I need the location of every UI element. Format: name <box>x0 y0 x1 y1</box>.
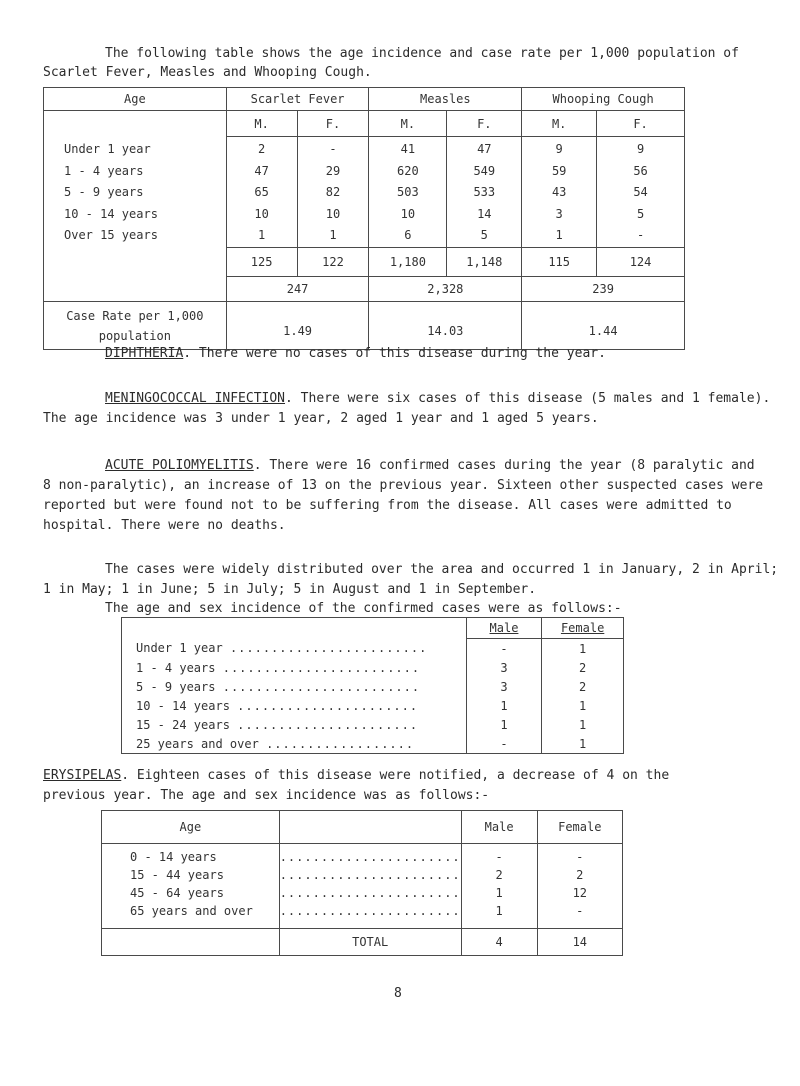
male-cell: 1 <box>461 884 537 902</box>
ms-m-header: M. <box>369 111 447 137</box>
cell: 1 <box>555 228 563 242</box>
total-label: TOTAL <box>279 929 461 956</box>
sf-case-rate: 1.49 <box>226 302 369 350</box>
age-labels <box>44 111 227 302</box>
polio-text: . There were 16 confirmed cases during the year (8 paralytic and <box>253 458 755 473</box>
ms-m-subtotal: 1,180 <box>369 248 447 277</box>
total-female: 14 <box>537 929 622 956</box>
cell: 2 <box>258 142 266 156</box>
sf-m-subtotal: 125 <box>226 248 297 277</box>
cell: 47 <box>477 142 492 156</box>
male-cell: 1 <box>466 696 542 715</box>
cell: 5 <box>636 206 645 221</box>
age-label: Under 1 year <box>64 142 151 156</box>
female-cell: 1 <box>542 639 624 659</box>
cell: 10 <box>254 206 269 221</box>
table-row <box>122 696 467 715</box>
cell: 1 <box>329 228 337 242</box>
polio-female-header <box>542 618 624 639</box>
female-cell: 1 <box>542 734 624 754</box>
wc-case-rate: 1.44 <box>522 302 685 350</box>
female-cell: - <box>537 844 622 867</box>
distribution-line-2: 1 in May; 1 in June; 5 in July; 5 in August and 1 in September. <box>43 582 537 597</box>
polio-line-2: 8 non-paralytic), an increase of 13 on the previous year. Sixteen other suspected cases were <box>43 478 764 493</box>
cell: 620 <box>397 163 419 178</box>
cell: 14 <box>477 206 492 221</box>
erysipelas-text: . Eighteen cases of this disease were notified, a decrease of 4 on the <box>121 768 670 783</box>
cell: - <box>329 142 337 156</box>
row-label: 1 - 4 years <box>136 660 216 675</box>
age-label: 1 - 4 years <box>64 163 144 178</box>
cell: 533 <box>473 185 496 199</box>
polio-table-intro: The age and sex incidence of the confirmed cases were as follows:- <box>105 601 622 616</box>
erysipelas-age-header: Age <box>102 811 280 844</box>
male-cell: 1 <box>461 902 537 929</box>
total-male: 4 <box>461 929 537 956</box>
row-label: 5 - 9 years <box>136 679 216 694</box>
cell: 47 <box>254 163 269 178</box>
polio-blank-header <box>122 618 467 639</box>
female-cell: 12 <box>537 884 622 902</box>
wc-f-subtotal: 124 <box>597 248 685 277</box>
cell: 65 <box>254 185 269 199</box>
cell: 43 <box>551 185 567 199</box>
cell: 10 <box>400 206 416 221</box>
meningococcal-line-1 <box>105 389 770 408</box>
sf-m-values <box>226 137 297 248</box>
table-row <box>122 734 467 754</box>
male-cell: - <box>466 734 542 754</box>
incidence-table <box>43 87 685 350</box>
leader-dots: ...................... <box>279 886 461 900</box>
male-cell: - <box>466 639 542 659</box>
cell: 5 <box>480 228 488 242</box>
male-header-text: Male <box>489 621 519 635</box>
table-row <box>122 639 467 659</box>
cell: 503 <box>397 185 419 199</box>
cell: 10 <box>325 206 341 221</box>
ms-m-values <box>369 137 447 248</box>
leader-dots: ........................ <box>229 641 428 656</box>
polio-line-4: hospital. There were no deaths. <box>43 518 286 533</box>
polio-heading: ACUTE POLIOMYELITIS <box>105 458 254 473</box>
leader-dots: ...................... <box>237 717 419 732</box>
male-cell: 3 <box>466 658 542 677</box>
table-row <box>122 715 467 734</box>
male-cell: 2 <box>461 866 537 884</box>
erysipelas-line-2: previous year. The age and sex incidence was as follows:- <box>43 788 490 803</box>
scarlet-fever-header: Scarlet Fever <box>226 88 369 111</box>
wc-total: 239 <box>522 277 685 302</box>
female-cell: 2 <box>542 677 624 696</box>
age-label: 10 - 14 years <box>64 206 158 221</box>
erysipelas-male-header: Male <box>461 811 537 844</box>
table-row <box>122 658 467 677</box>
erysipelas-blank-header <box>279 811 461 844</box>
row-label: 10 - 14 years <box>136 698 230 713</box>
cell: 9 <box>555 142 563 156</box>
wc-f-header: F. <box>597 111 685 137</box>
age-label: Over 15 years <box>64 228 158 242</box>
row-label: 45 - 64 years <box>102 884 280 902</box>
whooping-cough-header: Whooping Cough <box>522 88 685 111</box>
measles-header: Measles <box>369 88 522 111</box>
leader-dots: ...................... <box>279 868 461 882</box>
sf-f-header: F. <box>297 111 369 137</box>
age-header: Age <box>44 88 227 111</box>
diphtheria-heading: DIPHTHERIA <box>105 346 184 361</box>
erysipelas-line-1 <box>43 766 669 785</box>
case-rate-label-line: population <box>98 328 171 343</box>
polio-age-sex-table <box>121 617 624 754</box>
diphtheria-paragraph <box>105 344 606 363</box>
erysipelas-female-header: Female <box>537 811 622 844</box>
male-cell: 1 <box>466 715 542 734</box>
case-rate-label <box>44 302 227 350</box>
row-label: 25 years and over <box>136 736 259 751</box>
leader-dots: .................. <box>266 736 415 751</box>
female-cell: 2 <box>537 866 622 884</box>
leader-dots: ...................... <box>279 902 461 929</box>
meningococcal-line-2: The age incidence was 3 under 1 year, 2 aged 1 year and 1 aged 5 years. <box>43 411 599 426</box>
sf-f-values <box>297 137 369 248</box>
polio-line-3: reported but were found not to be suffering from the disease. All cases were admitted to <box>43 498 732 513</box>
meningococcal-text: . There were six cases of this disease (5 males and 1 female). <box>285 391 771 406</box>
female-cell: 1 <box>542 696 624 715</box>
cell: - <box>636 228 645 242</box>
ms-f-values <box>447 137 522 248</box>
case-rate-label-line: Case Rate per 1,000 <box>66 308 204 323</box>
intro-paragraph: The following table shows the age incidence and case rate per 1,000 population of Scarlet Fever, Measles and Whooping Cough. <box>43 46 739 80</box>
cell: 549 <box>473 163 496 178</box>
polio-male-header <box>466 618 542 639</box>
leader-dots: ...................... <box>279 844 461 867</box>
male-cell: 3 <box>466 677 542 696</box>
cell: 54 <box>633 185 648 199</box>
ms-total: 2,328 <box>369 277 522 302</box>
cell: 3 <box>555 206 563 221</box>
polio-line-1 <box>105 456 755 475</box>
table-row <box>122 677 467 696</box>
distribution-line-1: The cases were widely distributed over the area and occurred 1 in January, 2 in April; <box>105 562 779 577</box>
cell: 41 <box>400 142 416 156</box>
male-cell: - <box>461 844 537 867</box>
erysipelas-heading: ERYSIPELAS <box>43 768 122 783</box>
wc-m-subtotal: 115 <box>522 248 597 277</box>
cell: 59 <box>551 163 567 178</box>
wc-m-header: M. <box>522 111 597 137</box>
female-header-text: Female <box>560 621 605 635</box>
row-label: 15 - 24 years <box>136 717 230 732</box>
wc-m-values <box>522 137 597 248</box>
ms-f-header: F. <box>447 111 522 137</box>
row-label: 15 - 44 years <box>102 866 280 884</box>
female-cell: 1 <box>542 715 624 734</box>
female-cell: 2 <box>542 658 624 677</box>
diphtheria-text: . There were no cases of this disease during the year. <box>183 346 606 361</box>
row-label: 65 years and over <box>102 902 280 929</box>
female-cell: - <box>537 902 622 929</box>
ms-f-subtotal: 1,148 <box>447 248 522 277</box>
page-number: 8 <box>394 986 402 1001</box>
age-label: 5 - 9 years <box>64 185 144 199</box>
cell: 56 <box>633 163 648 178</box>
total-blank <box>102 929 280 956</box>
meningococcal-heading: MENINGOCOCCAL INFECTION <box>105 391 286 406</box>
sf-total: 247 <box>226 277 369 302</box>
cell: 29 <box>325 163 341 178</box>
row-label: Under 1 year <box>136 641 223 656</box>
cell: 1 <box>258 228 266 242</box>
sf-f-subtotal: 122 <box>297 248 369 277</box>
sf-m-header: M. <box>226 111 297 137</box>
cell: 6 <box>404 228 412 242</box>
cell: 9 <box>636 142 645 156</box>
leader-dots: ........................ <box>222 679 421 694</box>
leader-dots: ...................... <box>237 698 419 713</box>
leader-dots: ........................ <box>222 660 421 675</box>
row-label: 0 - 14 years <box>102 844 280 867</box>
cell: 82 <box>325 185 341 199</box>
wc-f-values <box>597 137 685 248</box>
ms-case-rate: 14.03 <box>369 302 522 350</box>
erysipelas-age-sex-table <box>101 810 623 956</box>
